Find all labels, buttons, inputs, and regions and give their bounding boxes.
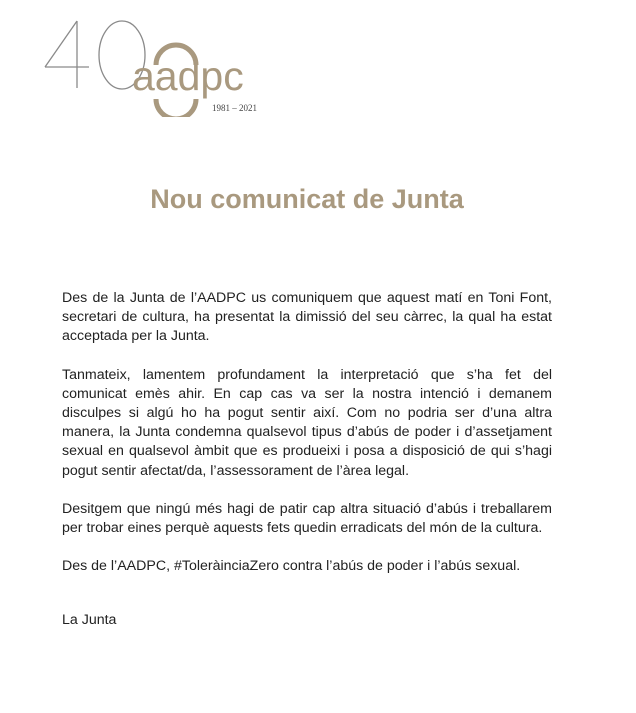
- paragraph-apology: Tanmateix, lamentem profundament la interpretació que s’ha fet del comunicat emès ahir. En cap cas va ser la nostra intenció i demanem disculpes si algú ho ha pogut sentir així. Com no podria ser d’una altra manera, la Junta condemna qualsevol tipus d’abús de poder i d’assetjament sexual en qualsevol àmbit que es produeixi i posa a disposició de qui s’hagi pogut sentir afectat/da, l’assessorament de l’àrea legal.: [62, 366, 552, 479]
- logo-brand-text: aadpc: [132, 53, 244, 99]
- aadpc-40-logo: [44, 17, 274, 117]
- announcement-body: [62, 289, 552, 650]
- page-title: Nou comunicat de Junta: [150, 184, 464, 214]
- paragraph-zero-tolerance: Des de l’AADPC, #ToleràinciaZero contra l’abús de poder i l’abús sexual.: [62, 558, 521, 575]
- paragraph-resignation: Des de la Junta de l’AADPC us comuniquem que aquest matí en Toni Font, secretari de cultura, ha presentat la dimissió del seu càrrec, la qual ha estat acceptada per la Junta.: [62, 290, 552, 345]
- logo-digit-four: [45, 21, 89, 88]
- logo-years: 1981 – 2021: [212, 103, 257, 113]
- logo-arc-bottom: [156, 99, 196, 117]
- paragraph-commitment: Desitgem que ningú més hagi de patir cap altra situació d’abús i treballarem per trobar eines perquè aquests fets quedin erradicats del món de la cultura.: [62, 500, 552, 537]
- aadpc-40-logo-graphic: [44, 17, 274, 117]
- signature: La Junta: [62, 612, 117, 629]
